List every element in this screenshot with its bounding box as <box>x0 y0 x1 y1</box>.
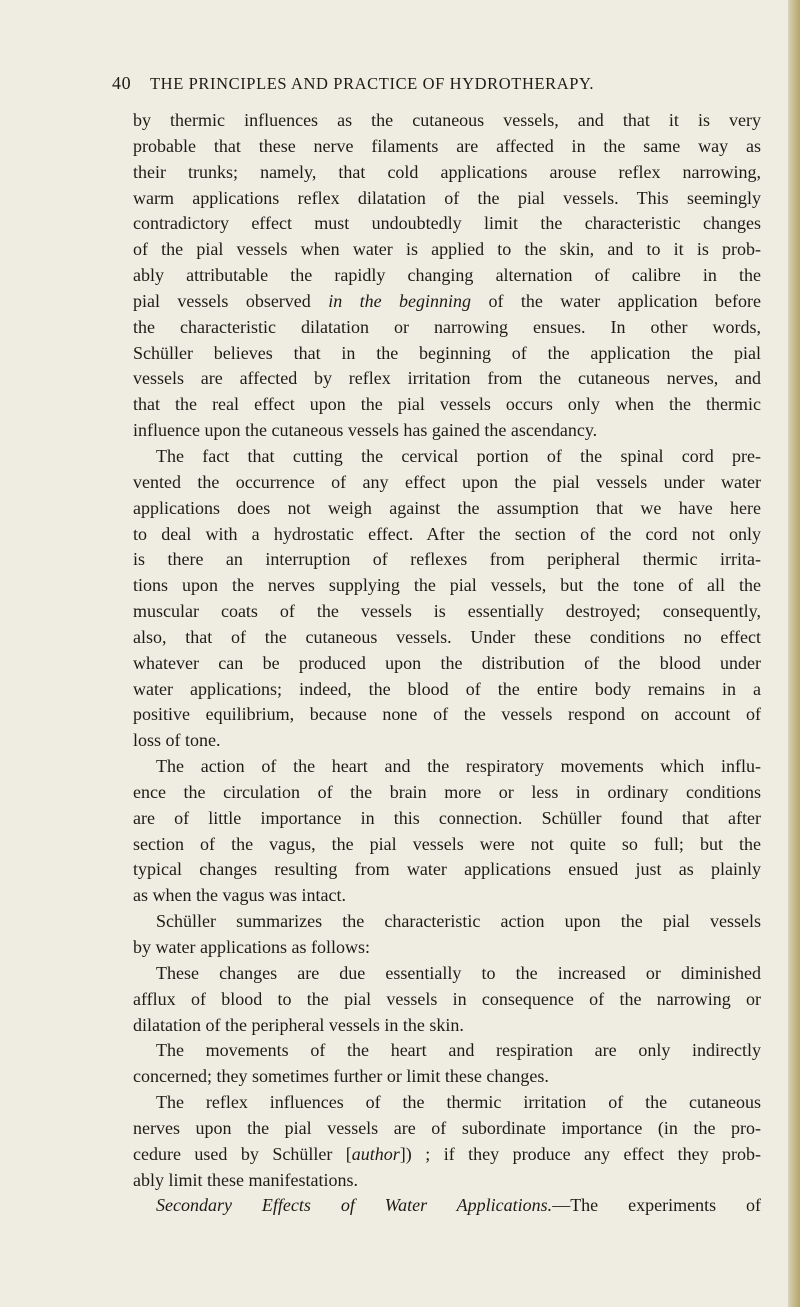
text-line: vessels are affected by reflex irritation from the cutaneous nerves, and <box>133 368 761 389</box>
text-line: The reflex influences of the thermic irritation of the cutaneous <box>156 1092 761 1113</box>
text-line: their trunks; namely, that cold applications arouse reflex narrowing, <box>133 161 761 182</box>
text-line: applications does not weigh against the assumption that we have here <box>133 497 761 518</box>
text-line: The action of the heart and the respiratory movements which influ- <box>156 756 761 777</box>
text-line: section of the vagus, the pial vessels were not quite so full; but the <box>133 833 761 854</box>
text-line: Secondary Effects of Water Applications.—The experiments of <box>156 1195 761 1216</box>
italic-phrase: author <box>351 1143 400 1164</box>
text-line: is there an interruption of reflexes from peripheral thermic irrita- <box>133 549 761 570</box>
text-line: dilatation of the peripheral vessels in the skin. <box>133 1014 464 1035</box>
text-line: Schüller summarizes the characteristic action upon the pial vessels <box>156 911 761 932</box>
running-header <box>112 73 762 94</box>
text-line: influence upon the cutaneous vessels has gained the ascendancy. <box>133 420 598 441</box>
text-line: ably attributable the rapidly changing alternation of calibre in the <box>133 265 761 286</box>
text-line: the characteristic dilatation or narrowing ensues. In other words, <box>133 316 761 337</box>
text-line: typical changes resulting from water applications ensued just as plainly <box>133 859 761 880</box>
text-line: The movements of the heart and respiration are only indirectly <box>156 1040 761 1061</box>
running-title: THE PRINCIPLES AND PRACTICE OF HYDROTHERAPY. <box>150 74 595 93</box>
text-line: afflux of blood to the pial vessels in consequence of the narrowing or <box>133 988 761 1009</box>
text-line: by water applications as follows: <box>133 937 370 957</box>
text-line: as when the vagus was intact. <box>133 885 346 906</box>
text-line: nerves upon the pial vessels are of subordinate importance (in the pro- <box>133 1117 761 1138</box>
text-line: muscular coats of the vessels is essentially destroyed; consequently, <box>133 601 761 622</box>
text-line: These changes are due essentially to the increased or diminished <box>156 962 761 983</box>
text-line: are of little importance in this connection. Schüller found that after <box>133 807 761 828</box>
text-line: positive equilibrium, because none of the vessels respond on account of <box>133 704 761 725</box>
text-line: ence the circulation of the brain more or less in ordinary conditions <box>133 781 761 802</box>
text-line: vented the occurrence of any effect upon the pial vessels under water <box>133 471 761 492</box>
text-line: pial vessels observed in the beginning of the water application before <box>133 290 761 311</box>
italic-phrase: in the beginning <box>328 290 472 311</box>
text-line: tions upon the nerves supplying the pial vessels, but the tone of all the <box>133 575 761 596</box>
text-line: The fact that cutting the cervical portion of the spinal cord pre- <box>156 445 761 466</box>
text-line: of the pial vessels when water is applied to the skin, and to it is prob- <box>133 239 761 260</box>
text-line: ably limit these manifestations. <box>133 1169 358 1190</box>
text-line: whatever can be produced upon the distribution of the blood under <box>133 652 761 673</box>
body-text <box>133 108 761 1219</box>
text-line: contradictory effect must undoubtedly limit the characteristic changes <box>133 213 761 234</box>
text-line: by thermic influences as the cutaneous vessels, and that it is very <box>133 110 761 130</box>
text-line: water applications; indeed, the blood of the entire body remains in a <box>133 678 761 699</box>
page-number: 40 <box>112 73 132 93</box>
text-line: to deal with a hydrostatic effect. After the section of the cord not only <box>133 523 761 544</box>
section-heading-italic: Secondary Effects of Water Applications. <box>156 1195 553 1216</box>
text-line: warm applications reflex dilatation of the pial vessels. This seemingly <box>133 187 761 208</box>
text-line: probable that these nerve filaments are affected in the same way as <box>133 135 761 156</box>
text-line: Schüller believes that in the beginning of the application the pial <box>133 342 761 363</box>
text-line: loss of tone. <box>133 730 221 751</box>
page-edge <box>788 0 800 1307</box>
text-line: also, that of the cutaneous vessels. Under these conditions no effect <box>133 626 761 647</box>
text-line: concerned; they sometimes further or limit these changes. <box>133 1066 549 1087</box>
text-line: cedure used by Schüller [author]) ; if they produce any effect they prob- <box>133 1143 762 1164</box>
text-line: that the real effect upon the pial vessels occurs only when the thermic <box>133 394 761 415</box>
